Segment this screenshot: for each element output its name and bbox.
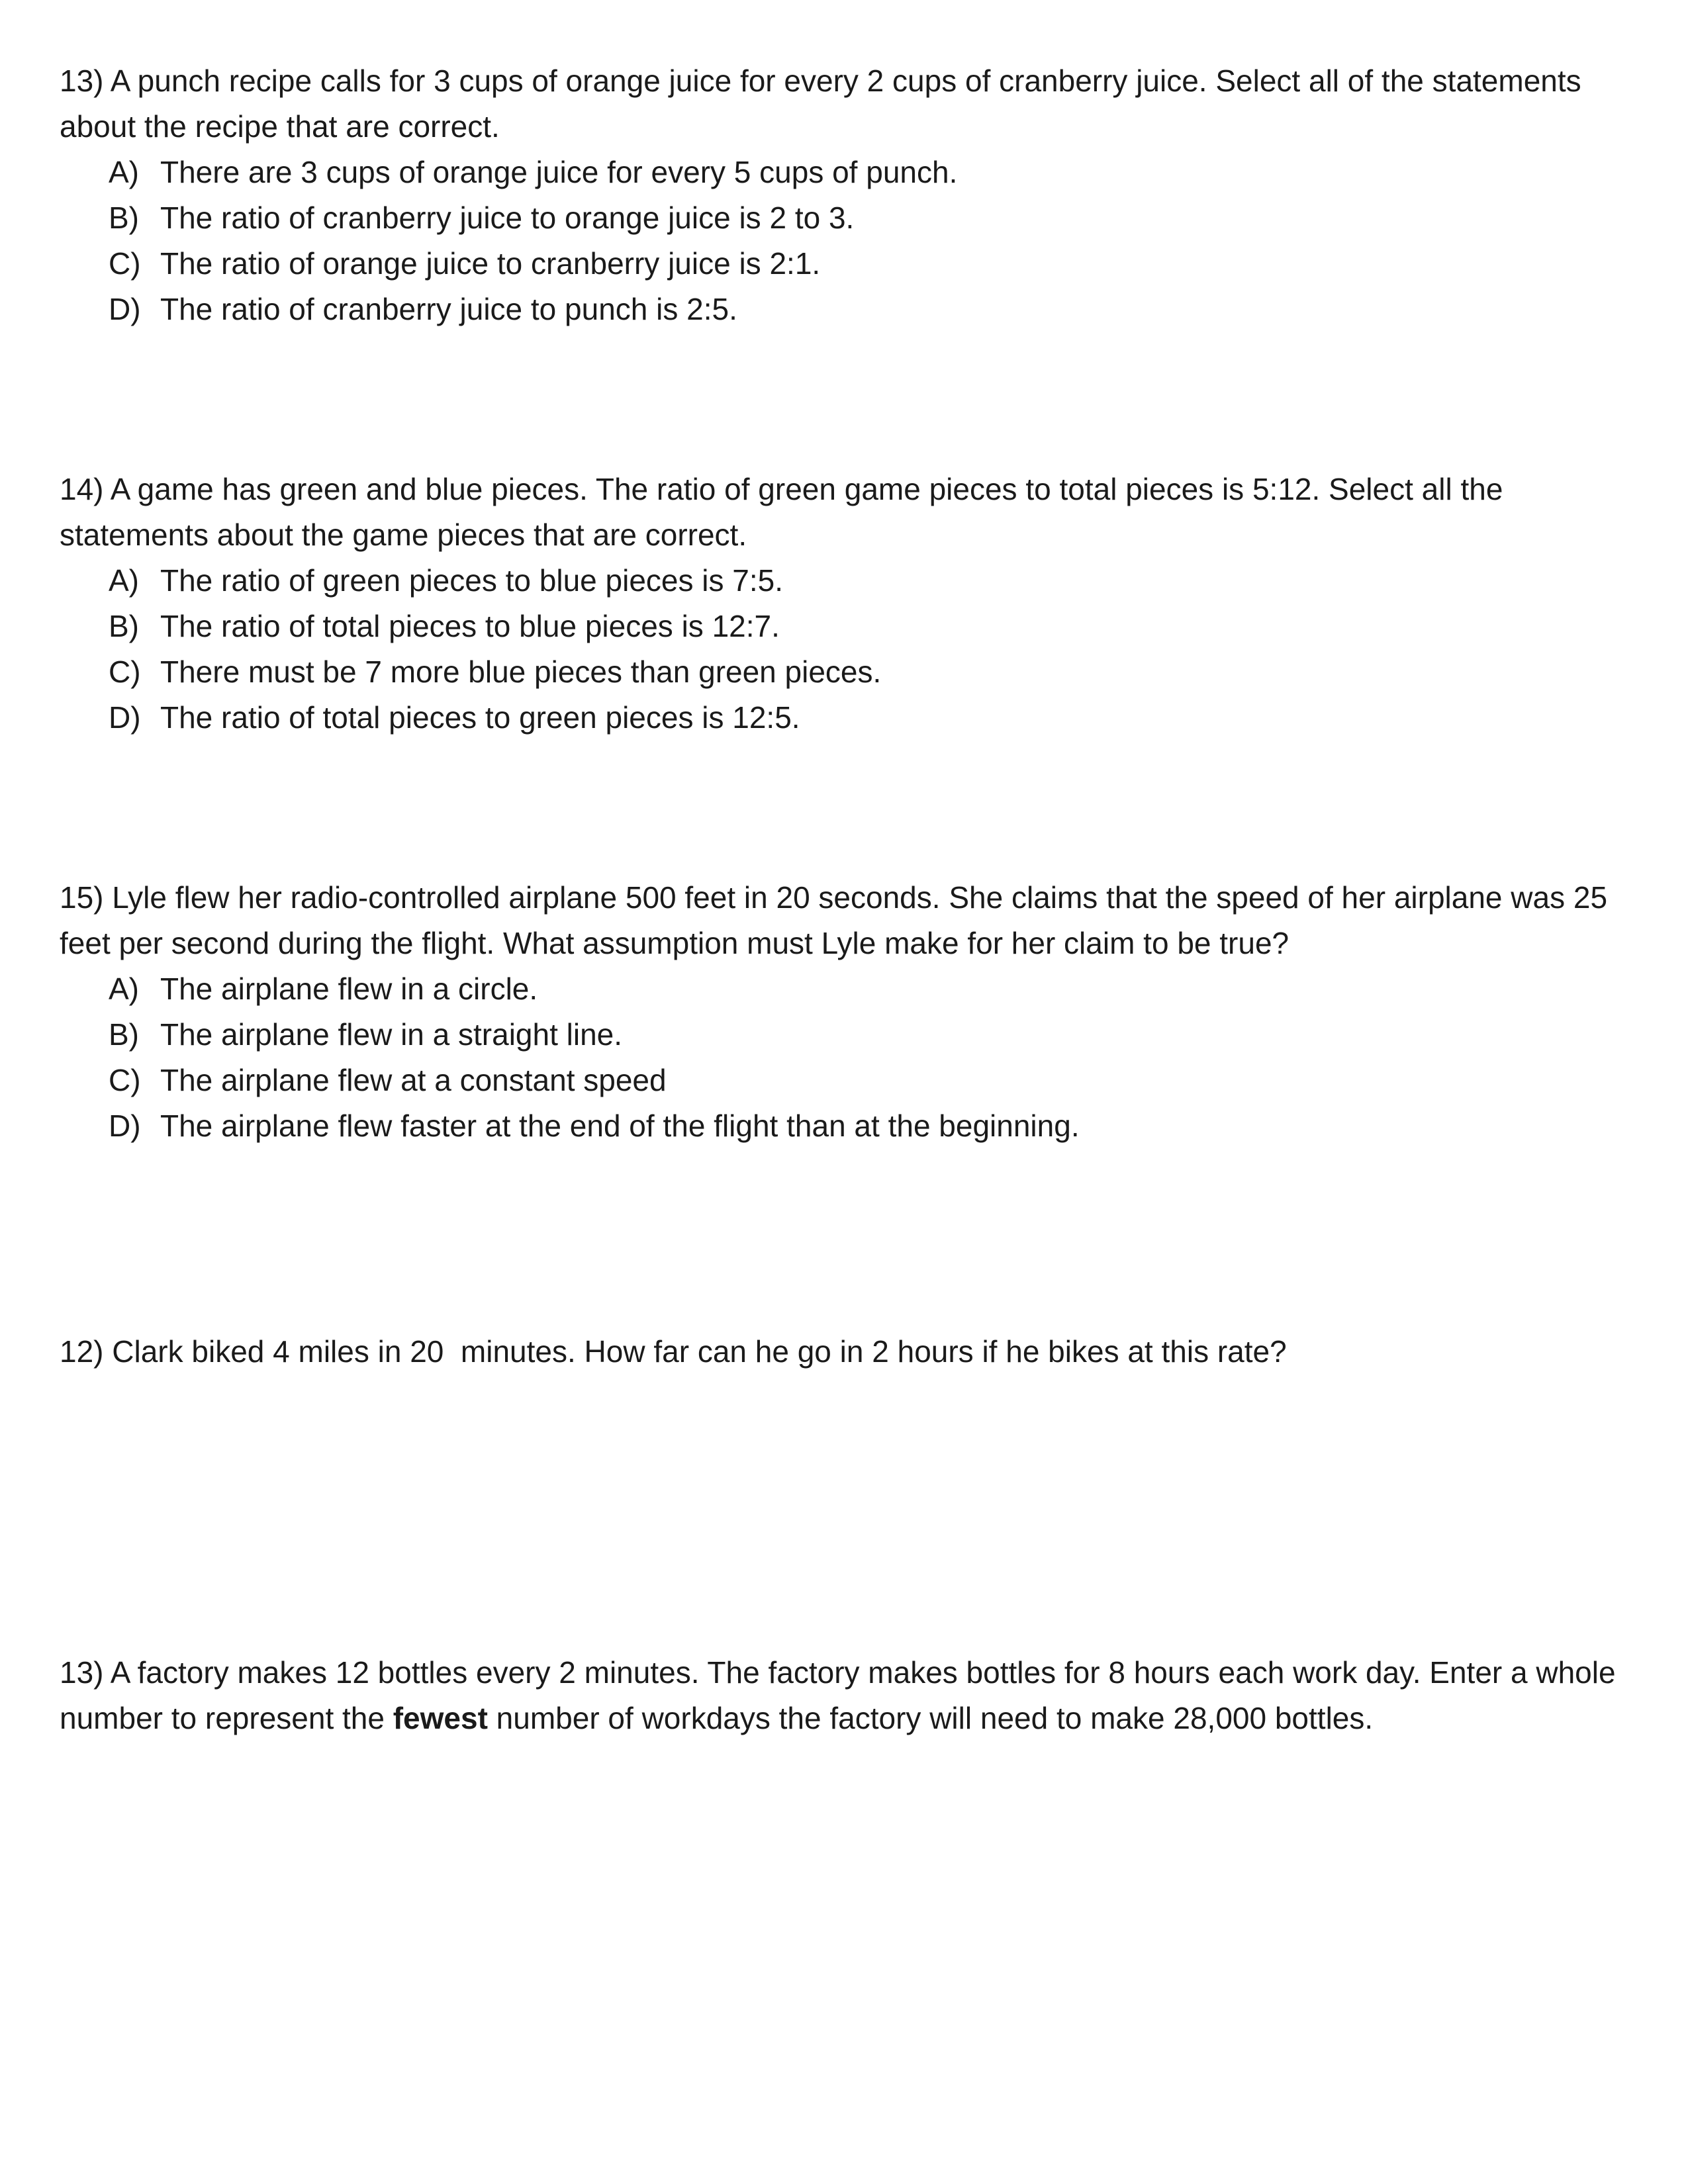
question-text: 14) A game has green and blue pieces. The ratio of green game pieces to total pieces is 5:12. Select all the statements about the game pieces that are correct.	[60, 472, 1503, 552]
choice-c[interactable]	[109, 649, 1635, 695]
choice-text: The ratio of cranberry juice to punch is 2:5.	[160, 292, 737, 326]
choice-letter: A)	[109, 972, 139, 1006]
question-text: 15) Lyle flew her radio-controlled airplane 500 feet in 20 seconds. She claims that the speed of her airplane was 25 feet per second during the flight. What assumption must Lyle make for her claim to be true?	[60, 880, 1608, 960]
choice-letter: B)	[109, 201, 139, 235]
question-text: 12) Clark biked 4 miles in 20 minutes. How far can he go in 2 hours if he bikes at this rate?	[60, 1334, 1287, 1369]
choice-b[interactable]	[109, 604, 1635, 649]
choice-c[interactable]	[109, 1058, 1635, 1103]
choice-d[interactable]	[109, 695, 1635, 741]
question-text: 13) A punch recipe calls for 3 cups of orange juice for every 2 cups of cranberry juice. Select all of the statements about the recipe that are correct.	[60, 64, 1581, 144]
question-clark-biking	[60, 1329, 1635, 1375]
choice-b[interactable]	[109, 1012, 1635, 1058]
choice-text: The airplane flew in a straight line.	[160, 1017, 623, 1052]
choice-letter: B)	[109, 609, 139, 643]
choice-text: There must be 7 more blue pieces than green pieces.	[160, 655, 882, 689]
question-game-pieces	[60, 467, 1635, 741]
choice-a[interactable]	[109, 558, 1635, 604]
choice-letter: D)	[109, 292, 141, 326]
choice-list	[60, 558, 1635, 741]
question-airplane	[60, 875, 1635, 1149]
choice-list	[60, 966, 1635, 1149]
choice-text: The ratio of cranberry juice to orange juice is 2 to 3.	[160, 201, 855, 235]
choice-text: The ratio of total pieces to blue pieces is 12:7.	[160, 609, 780, 643]
choice-d[interactable]	[109, 287, 1635, 332]
choice-text: The airplane flew in a circle.	[160, 972, 538, 1006]
choice-b[interactable]	[109, 195, 1635, 241]
choice-text: There are 3 cups of orange juice for every 5 cups of punch.	[160, 155, 958, 189]
choice-c[interactable]	[109, 241, 1635, 287]
choice-text: The ratio of orange juice to cranberry juice is 2:1.	[160, 246, 821, 281]
choice-letter: A)	[109, 155, 139, 189]
choice-text: The ratio of green pieces to blue pieces is 7:5.	[160, 563, 784, 598]
choice-letter: D)	[109, 700, 141, 735]
question-factory-bottles	[60, 1650, 1635, 1741]
choice-letter: A)	[109, 563, 139, 598]
choice-text: The airplane flew faster at the end of the flight than at the beginning.	[160, 1109, 1080, 1143]
question-text-end: number of workdays the factory will need to make 28,000 bottles.	[487, 1701, 1374, 1735]
choice-letter: D)	[109, 1109, 141, 1143]
choice-letter: B)	[109, 1017, 139, 1052]
question-text-start: 13) A factory makes 12 bottles every 2 minutes. The factory makes bottles for 8 hours each work day. Enter a whole number to represent the	[60, 1655, 1616, 1735]
choice-letter: C)	[109, 1063, 141, 1097]
choice-text: The ratio of total pieces to green pieces is 12:5.	[160, 700, 800, 735]
choice-a[interactable]	[109, 966, 1635, 1012]
choice-a[interactable]	[109, 150, 1635, 195]
choice-letter: C)	[109, 655, 141, 689]
question-text	[60, 1650, 1635, 1741]
question-punch-recipe	[60, 58, 1635, 332]
choice-letter: C)	[109, 246, 141, 281]
choice-d[interactable]	[109, 1103, 1635, 1149]
choice-list	[60, 150, 1635, 332]
choice-text: The airplane flew at a constant speed	[160, 1063, 667, 1097]
emphasis-word: fewest	[393, 1701, 488, 1735]
